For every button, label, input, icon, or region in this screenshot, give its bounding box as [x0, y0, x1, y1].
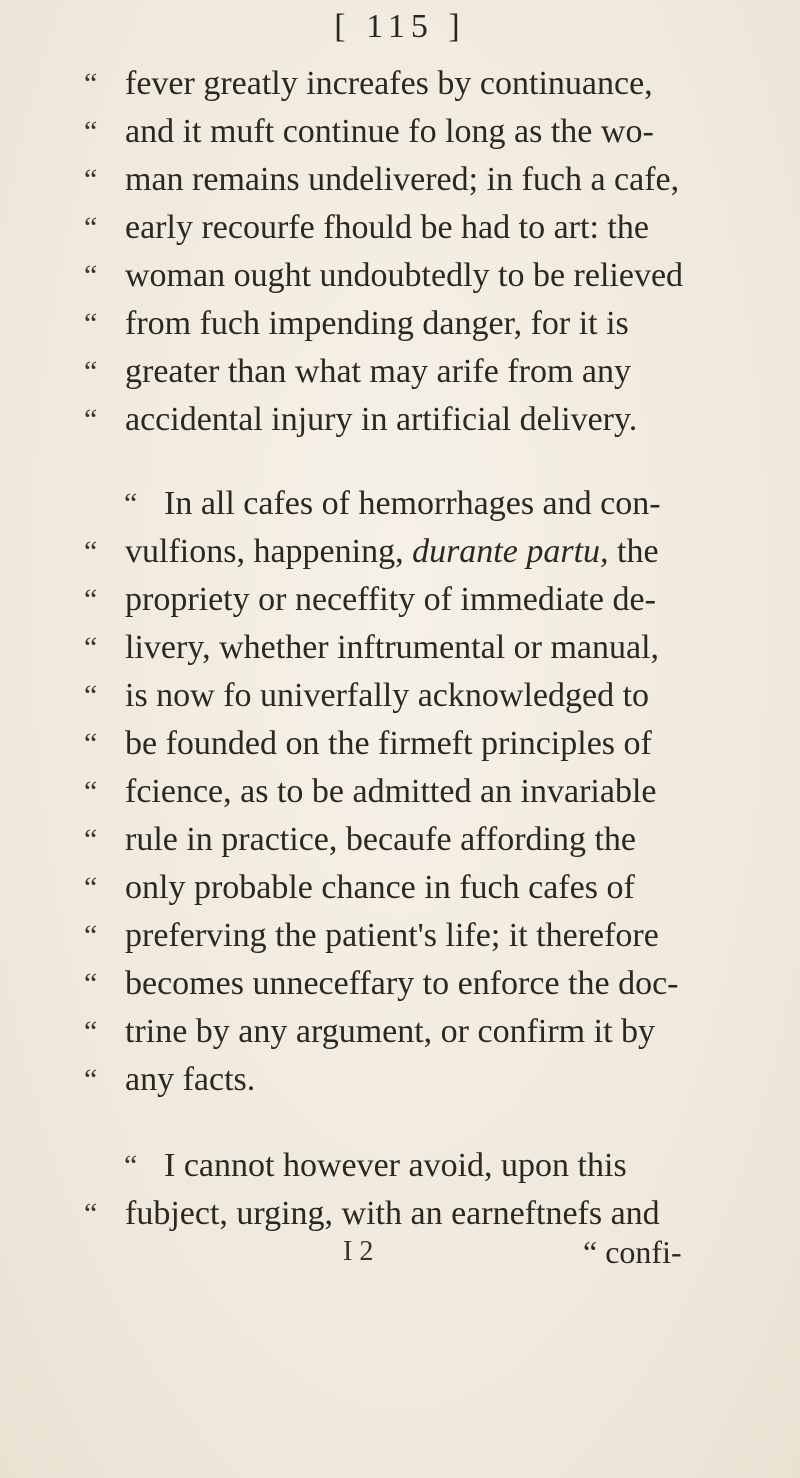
- line-text: fcience, as to be admitted an invariable: [125, 773, 657, 810]
- line-text: any facts.: [125, 1061, 256, 1098]
- quote-mark: “: [84, 355, 98, 388]
- quote-mark: “: [84, 919, 98, 952]
- line-text: woman ought undoubtedly to be relieved: [125, 257, 684, 294]
- quote-mark: “: [84, 211, 98, 244]
- line-text: becomes unneceffary to enforce the doc-: [125, 965, 679, 1002]
- signature-mark: I 2: [343, 1236, 374, 1267]
- quote-mark: “: [84, 259, 98, 292]
- line-text: fubject, urging, with an earneftnefs and: [125, 1195, 660, 1232]
- line-text: livery, whether inftrumental or manual,: [125, 629, 660, 666]
- line-text: and it muft continue fo long as the wo-: [125, 113, 654, 150]
- quote-mark: “: [84, 1063, 98, 1096]
- quote-mark: “: [84, 775, 98, 808]
- catchword: “ confi-: [583, 1234, 682, 1270]
- quote-mark: “: [124, 487, 138, 520]
- line-text-start: vulfions, happening,: [125, 533, 404, 570]
- quote-mark: “: [84, 307, 98, 340]
- line-text: accidental injury in artificial delivery.: [125, 401, 638, 438]
- quote-mark: “: [84, 403, 98, 436]
- quote-mark: “: [124, 1149, 138, 1182]
- quote-mark: “: [84, 823, 98, 856]
- page-number-header: [ 115 ]: [334, 8, 466, 45]
- line-text: only probable chance in fuch cafes of: [125, 869, 635, 906]
- line-text: trine by any argument, or confirm it by: [125, 1013, 656, 1050]
- line-text: man remains undelivered; in fuch a cafe,: [125, 161, 680, 198]
- quote-mark: “: [84, 631, 98, 664]
- line-text: I cannot however avoid, upon this: [164, 1147, 627, 1184]
- line-text: In all cafes of hemorrhages and con-: [164, 485, 661, 522]
- line-text: propriety or neceffity of immediate de-: [125, 581, 656, 618]
- quote-mark: “: [84, 871, 98, 904]
- quote-mark: “: [84, 1015, 98, 1048]
- line-text: fever greatly increafes by continuance,: [125, 65, 653, 102]
- quote-mark: “: [84, 535, 98, 568]
- line-text: from fuch impending danger, for it is: [125, 305, 629, 342]
- quote-mark: “: [84, 115, 98, 148]
- quote-mark: “: [84, 679, 98, 712]
- line-text: [125, 532, 659, 572]
- italic-phrase: durante partu,: [412, 533, 609, 570]
- quote-mark: “: [84, 163, 98, 196]
- quote-mark: “: [84, 583, 98, 616]
- line-text: early recourfe fhould be had to art: the: [125, 209, 649, 246]
- quote-mark: “: [84, 1197, 98, 1230]
- line-text: be founded on the firmeft principles of: [125, 725, 652, 762]
- quote-mark: “: [84, 727, 98, 760]
- line-text: is now fo univerfally acknowledged to: [125, 677, 650, 714]
- line-text: rule in practice, becaufe affording the: [125, 821, 636, 858]
- quote-mark: “: [84, 67, 98, 100]
- line-text: greater than what may arife from any: [125, 353, 631, 390]
- quote-mark: “: [84, 967, 98, 1000]
- line-text: preferving the patient's life; it therefore: [125, 917, 659, 954]
- line-text-end: the: [617, 533, 659, 570]
